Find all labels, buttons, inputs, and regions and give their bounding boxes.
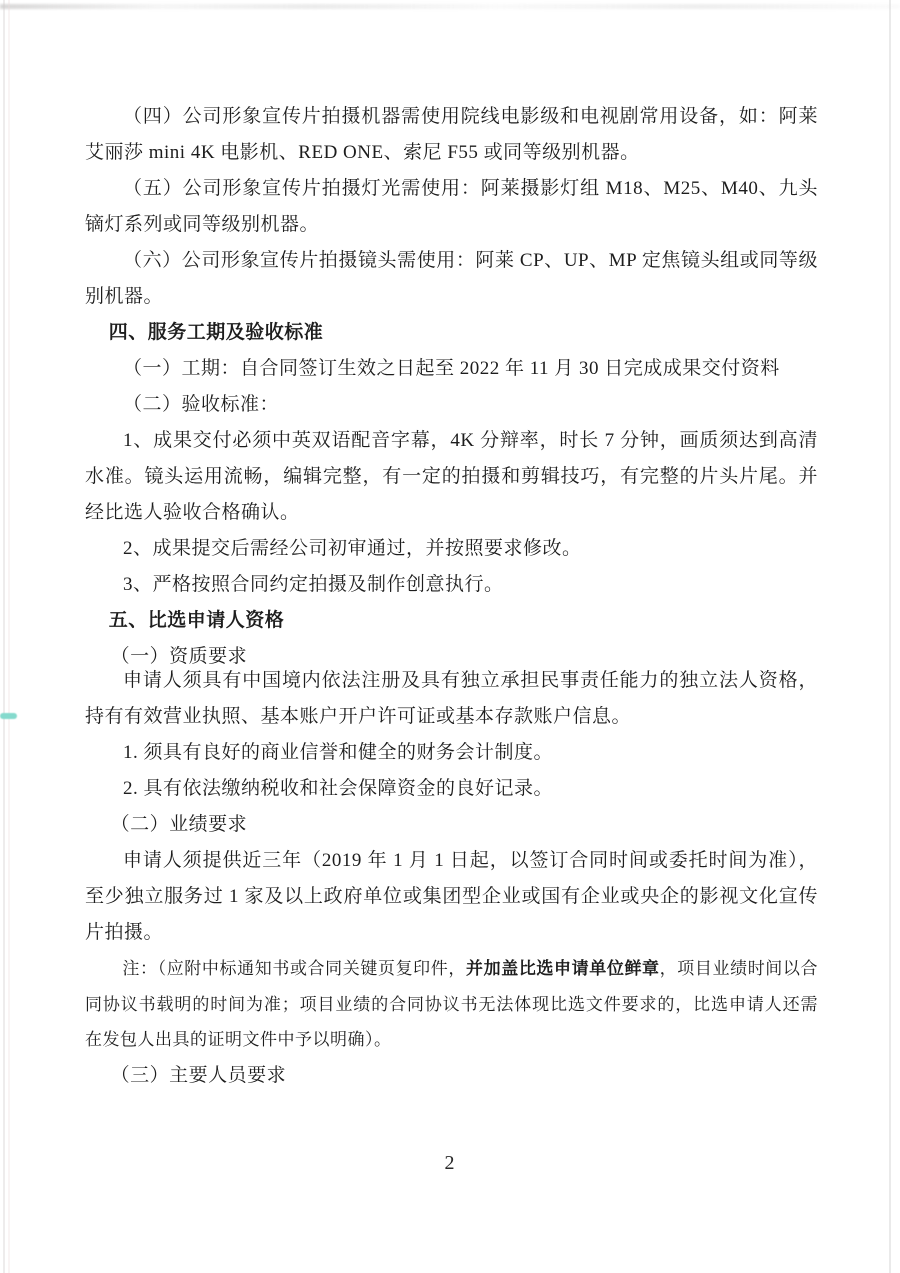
clause-item-6: （六）公司形象宣传片拍摄镜头需使用：阿莱 CP、UP、MP 定焦镜头组或同等级别机器。: [85, 250, 818, 307]
acceptance-item-3: 3、严格按照合同约定拍摄及制作创意执行。: [123, 574, 504, 595]
clause-acceptance-title: （二）验收标准：: [123, 394, 280, 415]
scan-artifact-left-edge-line: [3, 0, 5, 1273]
scan-artifact-fold-line: [8, 0, 10, 1273]
note-paragraph: 注：（应附中标通知书或合同关键页复印件，并加盖比选申请单位鲜章，项目业绩时间以合同协议书载明的时间为准；项目业绩的合同协议书无法体现比选文件要求的，比选申请人还需在发包人出具的证明文件中予以明确）。: [85, 959, 819, 1049]
clause-item-4: （四）公司形象宣传片拍摄机器需使用院线电影级和电视剧常用设备，如：阿莱艾丽莎 mini 4K 电影机、RED ONE、索尼 F55 或同等级别机器。: [85, 106, 818, 163]
page-number: 2: [444, 1152, 456, 1174]
clause-schedule: （一）工期：自合同签订生效之日起至 2022 年 11 月 30 日完成成果交付资料: [123, 358, 780, 379]
performance-paragraph: 申请人须提供近三年（2019 年 1 月 1 日起，以签订合同时间或委托时间为准），至少独立服务过 1 家及以上政府单位或集团型企业或国有企业或央企的影视文化宣传片拍摄。: [85, 850, 818, 943]
subheading-performance: （二）业绩要求: [110, 814, 248, 835]
scan-artifact-right-edge-line: [889, 0, 891, 1273]
section-heading-5: 五、比选申请人资格: [108, 610, 285, 631]
scan-artifact-top-smudge: [0, 4, 900, 9]
scan-artifact-cyan-mark: [0, 713, 17, 719]
qualification-item-2: 2. 具有依法缴纳税收和社会保障资金的良好记录。: [123, 778, 554, 799]
subheading-qualification: （一）资质要求: [110, 646, 248, 667]
acceptance-item-2: 2、成果提交后需经公司初审通过，并按照要求修改。: [123, 538, 582, 559]
subheading-personnel: （三）主要人员要求: [110, 1064, 287, 1086]
clause-item-5: （五）公司形象宣传片拍摄灯光需使用：阿莱摄影灯组 M18、M25、M40、九头镝灯系列或同等级别机器。: [85, 178, 818, 235]
qualification-paragraph: 申请人须具有中国境内依法注册及具有独立承担民事责任能力的独立法人资格，持有有效营业执照、基本账户开户许可证或基本存款账户信息。: [85, 670, 818, 727]
document-content: [85, 99, 818, 1094]
section-heading-4: 四、服务工期及验收标准: [108, 322, 324, 343]
acceptance-item-1: 1、成果交付必须中英双语配音字幕，4K 分辩率，时长 7 分钟，画质须达到高清水准。镜头运用流畅，编辑完整，有一定的拍摄和剪辑技巧，有完整的片头片尾。并经比选人验收合格确认。: [85, 430, 818, 523]
qualification-item-1: 1. 须具有良好的商业信誉和健全的财务会计制度。: [123, 742, 554, 763]
